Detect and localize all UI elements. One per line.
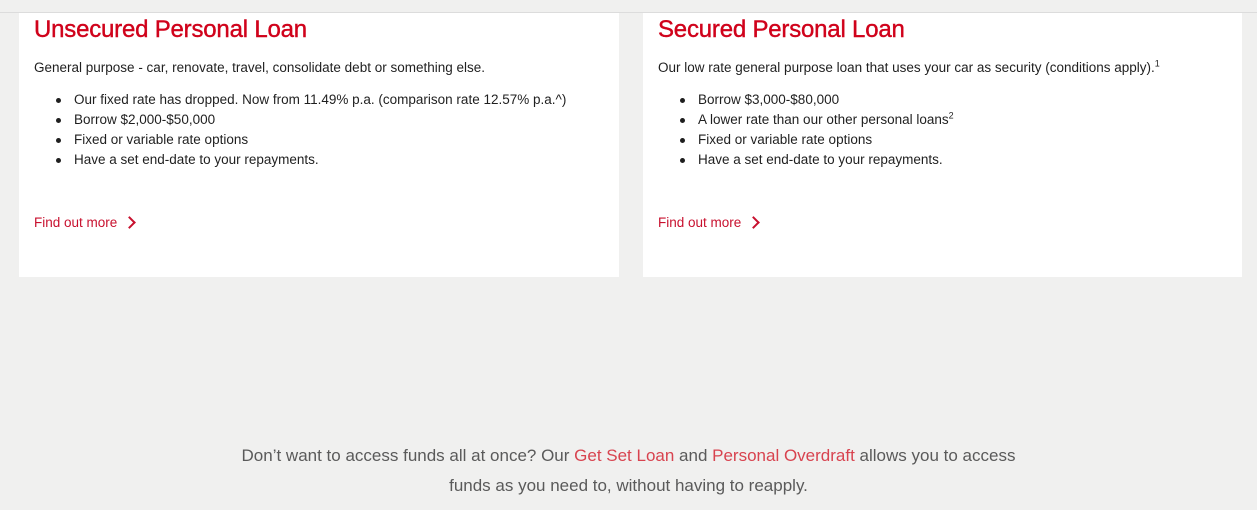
link-label: Find out more xyxy=(34,215,118,230)
top-divider xyxy=(0,0,1257,13)
list-item-text: Borrow $3,000-$80,000 xyxy=(698,92,840,107)
list-item xyxy=(56,130,604,150)
list-item-text: Have a set end-date to your repayments. xyxy=(74,152,319,167)
link-label: Find out more xyxy=(658,215,742,230)
card-description-text: General purpose - car, renovate, travel, consolidate debt or something else. xyxy=(34,60,486,75)
feature-list xyxy=(658,90,1227,170)
list-item xyxy=(680,90,1227,110)
note-text: allows you to access xyxy=(854,446,1016,465)
list-item xyxy=(56,90,604,110)
secured-loan-card xyxy=(643,13,1242,277)
card-title: Unsecured Personal Loan xyxy=(34,16,307,43)
footnote-ref[interactable]: 1 xyxy=(1154,58,1160,69)
list-item-text: Our fixed rate has dropped. Now from 11.49% p.a. (comparison rate 12.57% p.a.^) xyxy=(74,92,567,107)
card-description xyxy=(658,59,1227,77)
get-set-loan-link[interactable]: Get Set Loan xyxy=(574,446,675,465)
list-item-text: Fixed or variable rate options xyxy=(698,132,873,147)
card-title: Secured Personal Loan xyxy=(658,16,905,43)
list-item-text: Borrow $2,000-$50,000 xyxy=(74,112,216,127)
funds-access-note xyxy=(0,441,1257,501)
card-description-text: Our low rate general purpose loan that uses your car as security (conditions apply). xyxy=(658,60,1155,75)
list-item xyxy=(680,110,1227,130)
personal-overdraft-link[interactable]: Personal Overdraft xyxy=(712,446,855,465)
note-text-line-2: funds as you need to, without having to reapply. xyxy=(449,476,808,495)
note-text: Don’t want to access funds all at once? Our xyxy=(241,446,575,465)
find-out-more-link-unsecured[interactable] xyxy=(34,215,134,230)
note-text: and xyxy=(674,446,713,465)
list-item xyxy=(680,150,1227,170)
list-item-text: A lower rate than our other personal loans xyxy=(698,112,949,127)
find-out-more-link-secured[interactable] xyxy=(658,215,758,230)
list-item xyxy=(680,130,1227,150)
list-item-text: Fixed or variable rate options xyxy=(74,132,249,147)
card-description xyxy=(34,59,604,77)
chevron-right-icon xyxy=(123,216,136,229)
list-item-text: Have a set end-date to your repayments. xyxy=(698,152,943,167)
list-item xyxy=(56,110,604,130)
footnote-ref[interactable]: 2 xyxy=(948,110,954,121)
chevron-right-icon xyxy=(747,216,760,229)
unsecured-loan-card xyxy=(19,13,619,277)
list-item xyxy=(56,150,604,170)
feature-list xyxy=(34,90,604,170)
